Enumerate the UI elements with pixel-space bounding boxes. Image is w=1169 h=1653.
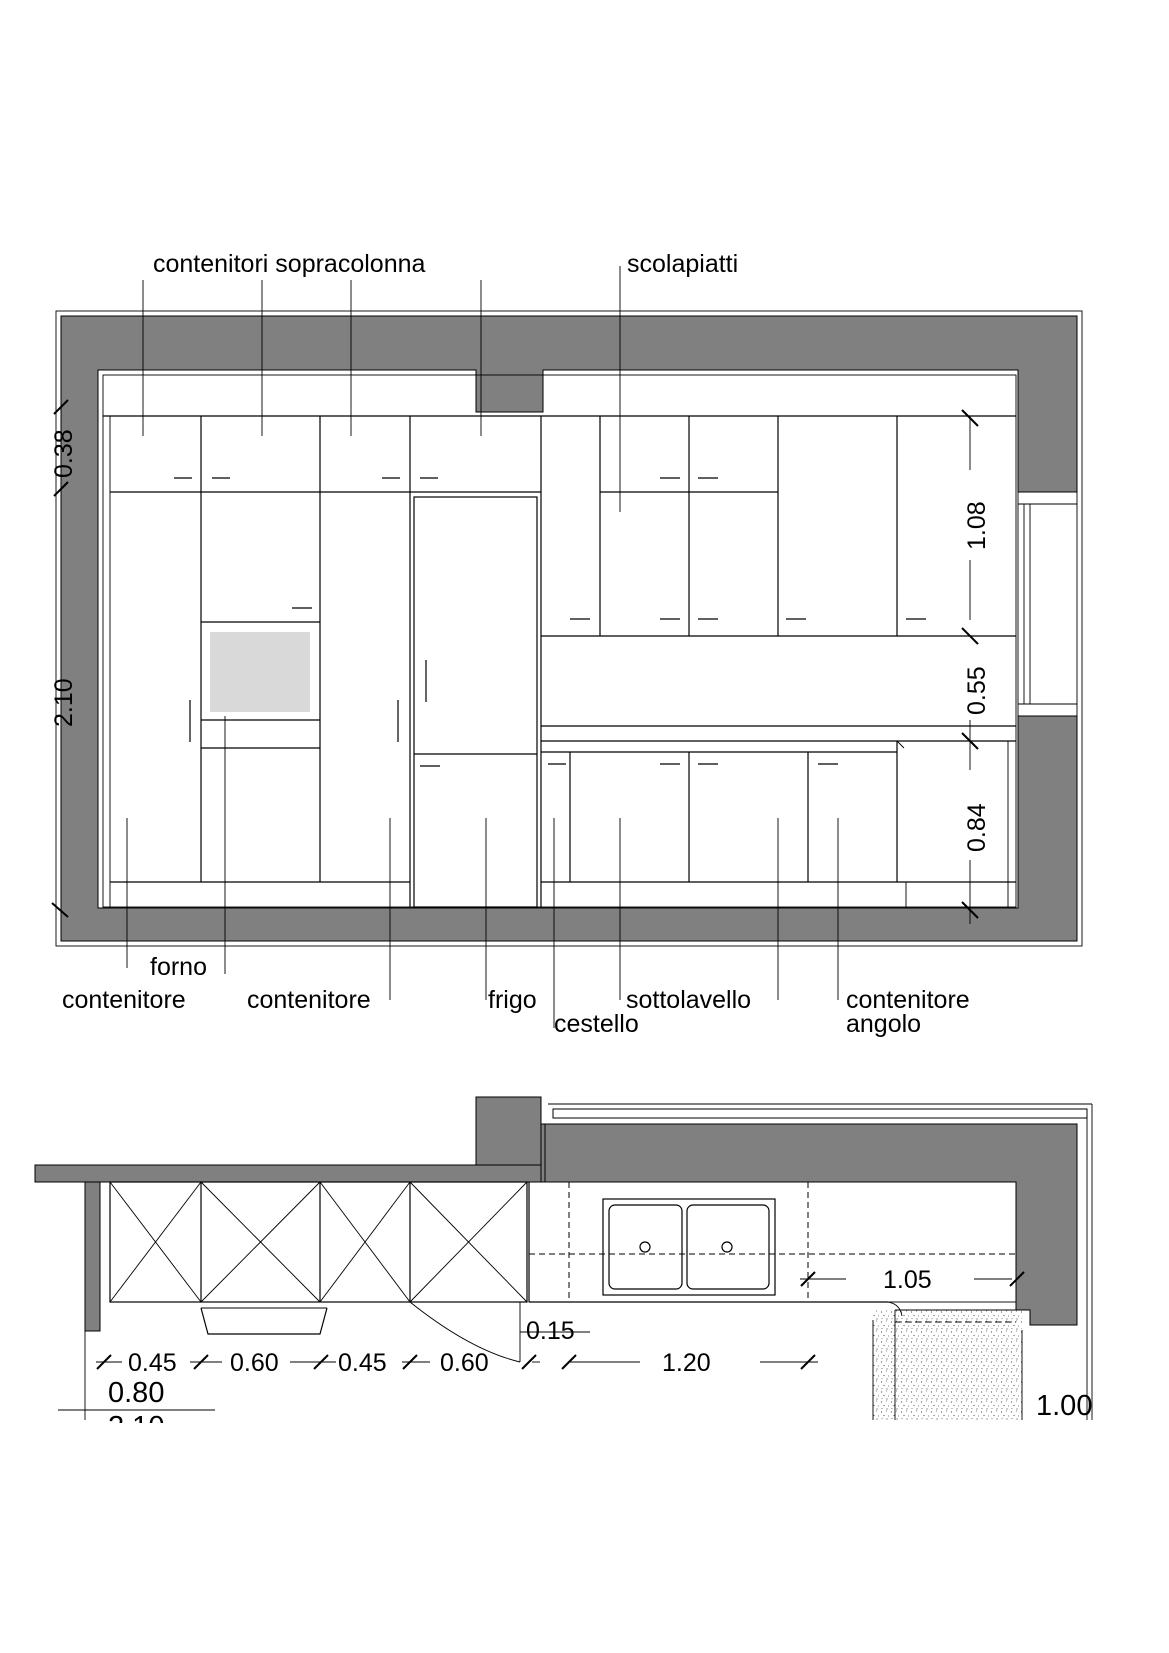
plan-countertop [529, 1182, 1030, 1420]
label-contenitore-angolo-1: contenitore [846, 986, 970, 1014]
label-forno: forno [150, 953, 207, 981]
oven-column [110, 608, 410, 882]
window-opening [1018, 492, 1077, 716]
upper-cabinets [110, 416, 541, 907]
dim-right-0-55: 0.55 [963, 666, 991, 715]
fridge-column [414, 497, 537, 907]
label-contenitore-angolo-2: angolo [846, 1010, 922, 1038]
right-dimension [962, 410, 991, 924]
elevation-view [50, 250, 1082, 1038]
dim-plan-0-15: 0.15 [526, 1317, 575, 1345]
label-sottolavello: sottolavello [626, 986, 752, 1014]
label-contenitore-left: contenitore [62, 986, 186, 1014]
dim-plan-1-05: 1.05 [883, 1266, 932, 1294]
dim-plan-0-80: 0.80 [108, 1377, 165, 1409]
label-contenitore-center: contenitore [247, 986, 371, 1014]
plan-sink [603, 1199, 775, 1295]
base-units [541, 726, 1016, 907]
plan-columns [110, 1182, 527, 1362]
dim-plan-0-60-b: 0.60 [440, 1349, 489, 1377]
dim-right-1-08: 1.08 [963, 501, 991, 550]
dim-plan-1-20: 1.20 [662, 1349, 711, 1377]
dim-left-2-10: 2.10 [50, 678, 78, 727]
wall-top [61, 316, 1077, 941]
oven [210, 632, 310, 712]
label-cestello: cestello [554, 1010, 639, 1038]
label-frigo: frigo [488, 986, 537, 1014]
dim-left-0-38: 0.38 [50, 429, 78, 478]
dim-plan-0-45-a: 0.45 [128, 1349, 177, 1377]
dim-right-0-84: 0.84 [963, 803, 991, 852]
label-scolapiatti: scolapiatti [627, 250, 739, 278]
wall-units [541, 416, 1016, 636]
dim-plan-0-60-a: 0.60 [230, 1349, 279, 1377]
dim-plan-0-45-b: 0.45 [338, 1349, 387, 1377]
dim-plan-1-00: 1.00 [1036, 1390, 1093, 1422]
label-contenitori-sopracolonna: contenitori sopracolonna [153, 250, 426, 278]
plan-view [0, 1097, 1169, 1653]
